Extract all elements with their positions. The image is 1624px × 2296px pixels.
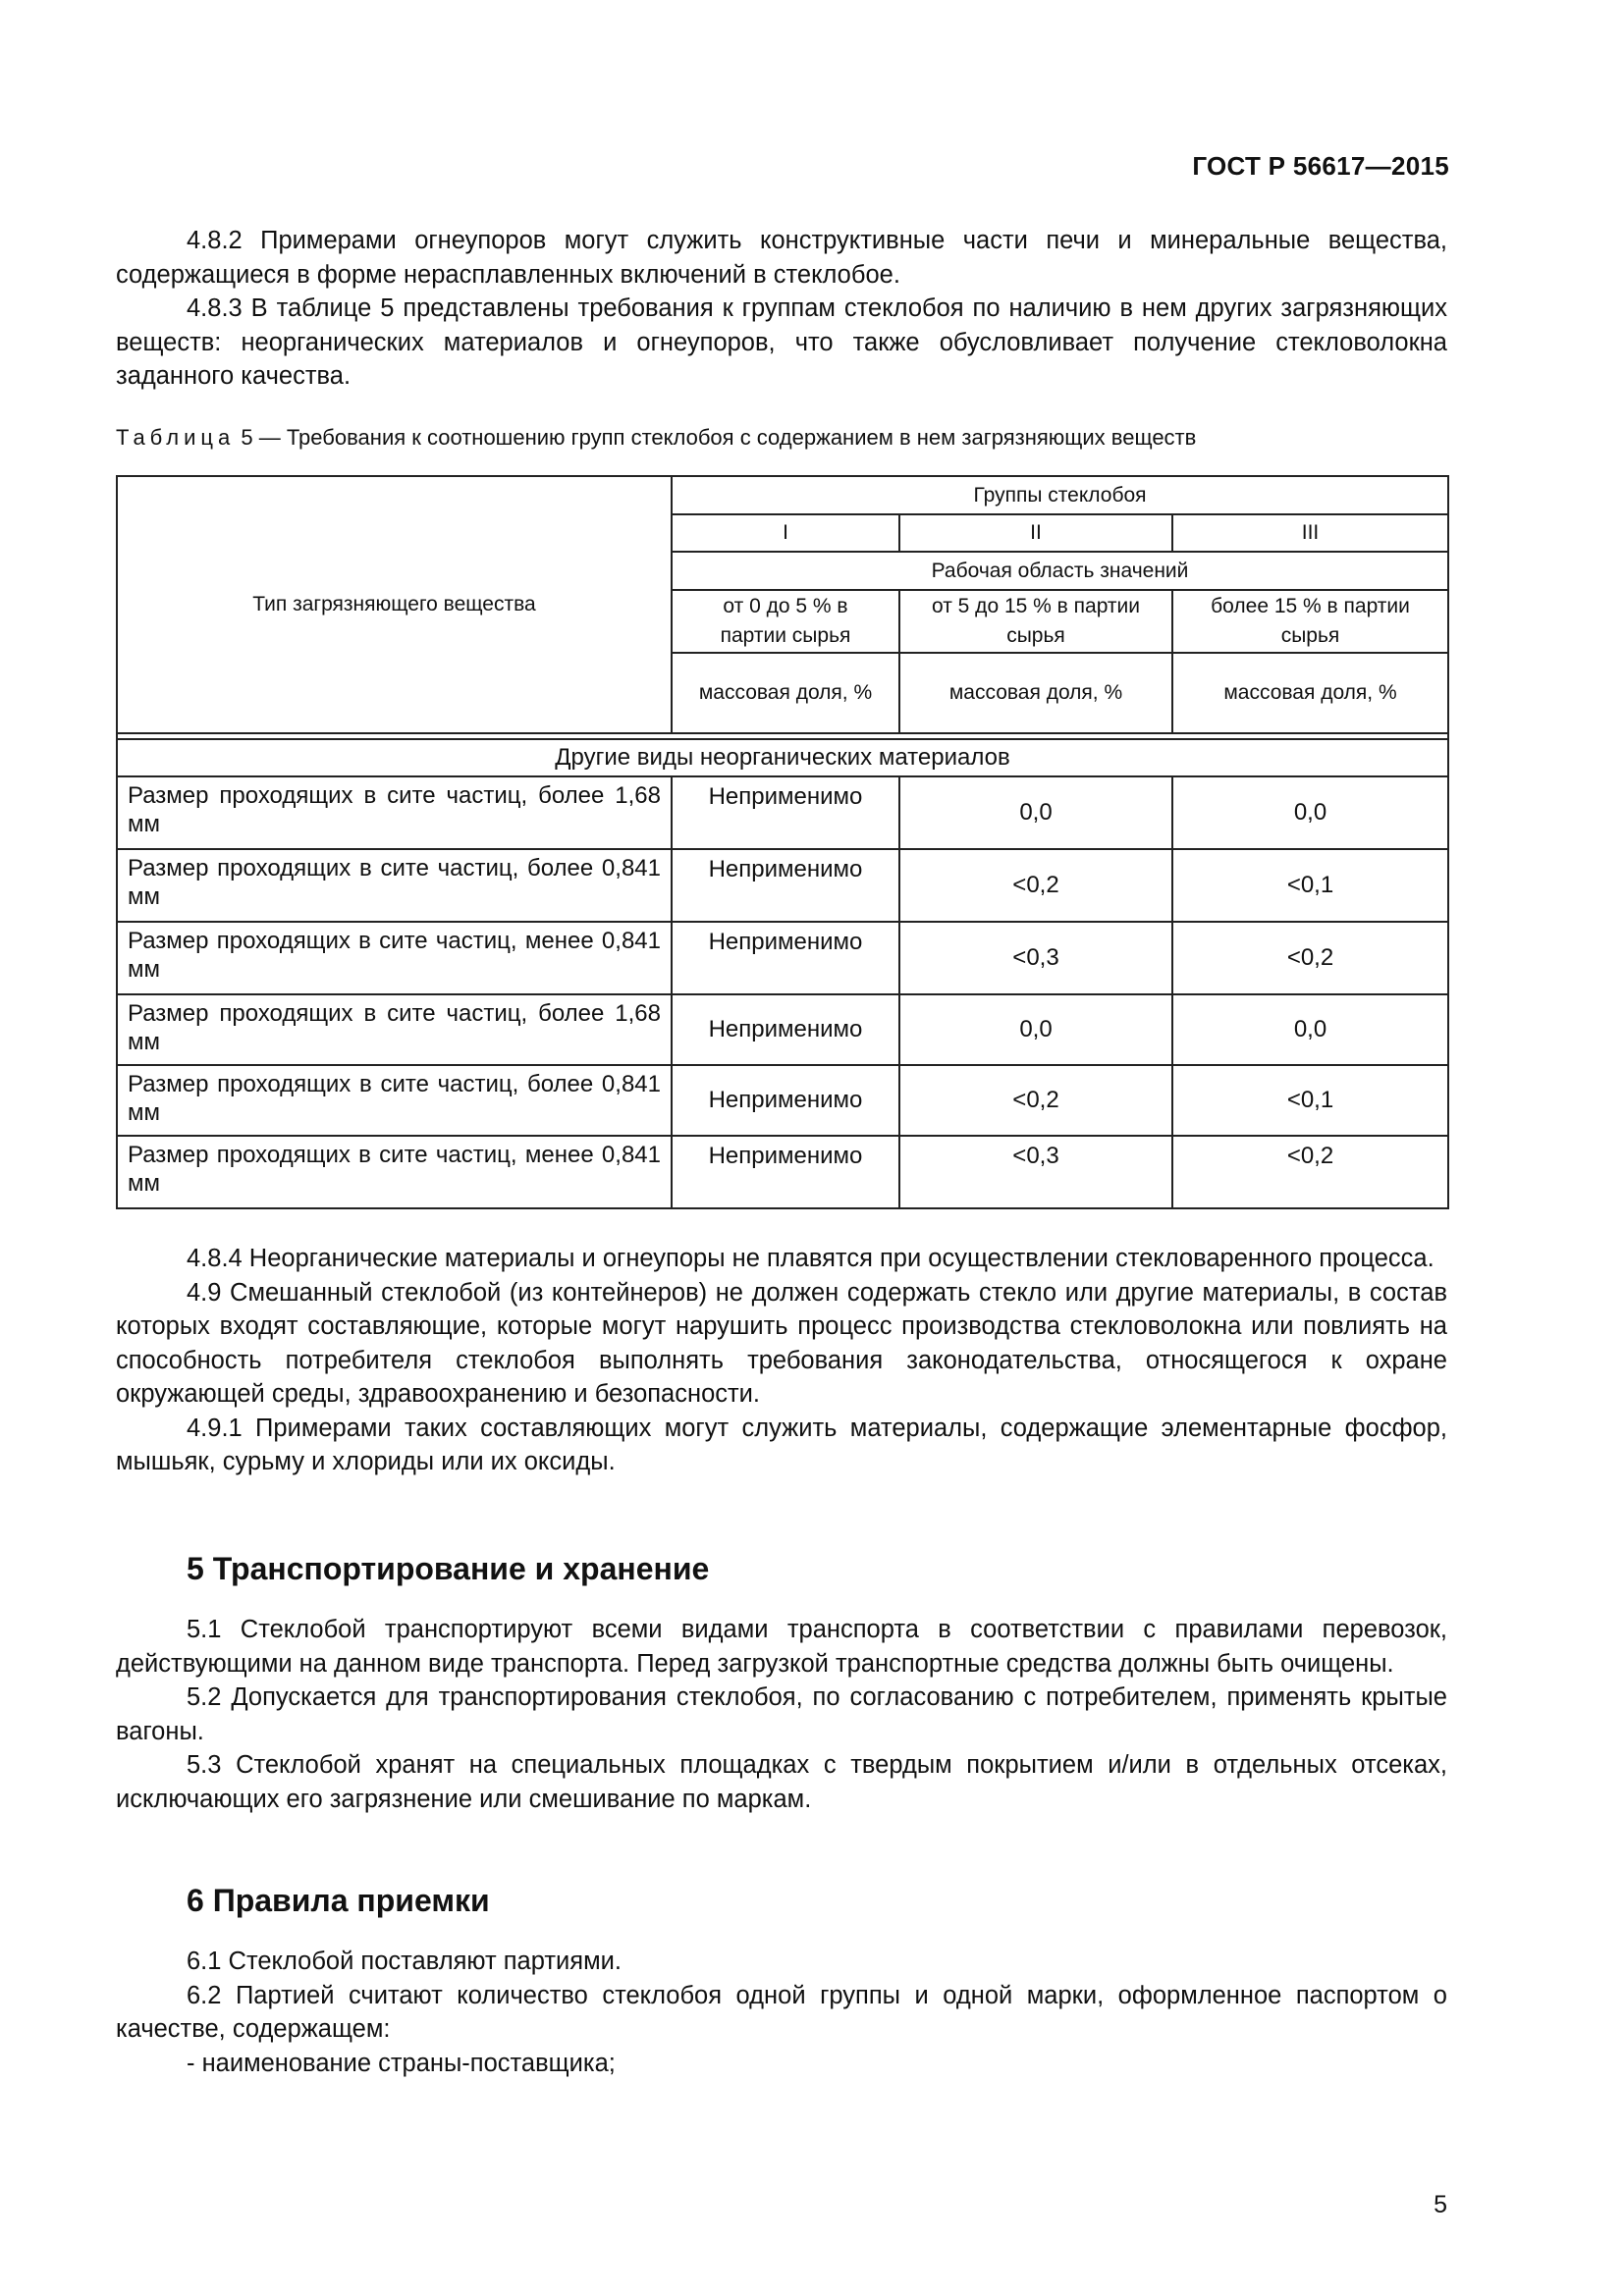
table-row xyxy=(117,994,1448,1065)
row-group-iii-value: <0,2 xyxy=(1172,1136,1448,1208)
table-caption-label: Таблица xyxy=(116,425,236,450)
row-group-i-value: Неприменимо xyxy=(672,849,899,922)
paragraph-4-9: 4.9 Смешанный стеклобой (из контейнеров) не должен содержать стекло или другие материалы, в состав которых входят составляющие, которые могут нарушить процесс производства стекловолокна или повлиять на способность потребителя стеклобоя выполнять требования законодательства, относящегося к охране окружающей среды, здравоохранению и безопасности. xyxy=(116,1278,1447,1408)
list-item-supplier-country: - наименование страны-поставщика; xyxy=(187,2049,616,2077)
row-contaminant-name: Размер проходящих в сите частиц, менее 0,841 мм xyxy=(117,922,672,994)
row-group-ii-value: <0,3 xyxy=(899,1136,1172,1208)
table-row xyxy=(117,849,1448,922)
row-group-i-value: Неприменимо xyxy=(672,776,899,849)
row-contaminant-name: Размер проходящих в сите частиц, более 1,68 мм xyxy=(117,776,672,849)
table-row xyxy=(117,776,1448,849)
header-groups: Группы стеклобоя xyxy=(672,476,1448,514)
row-group-iii-value: 0,0 xyxy=(1172,776,1448,849)
paragraph-4-8-2: 4.8.2 Примерами огнеупоров могут служить конструктивные части печи и минеральные вещества, содержащиеся в форме нерасплавленных включений в стеклобое. xyxy=(116,227,1447,289)
paragraph-5-3: 5.3 Стеклобой хранят на специальных площадках с твердым покрытием и/или в отдельных отсеках, исключающих его загрязнение или смешивание по маркам. xyxy=(116,1751,1447,1813)
section-6-paragraphs xyxy=(116,1945,1447,2080)
row-group-iii-value: 0,0 xyxy=(1172,994,1448,1065)
header-unit-iii: массовая доля, % xyxy=(1172,653,1448,733)
paragraph-5-1: 5.1 Стеклобой транспортируют всеми видами транспорта в соответствии с правилами перевозок, действующими на данном виде транспорта. Перед загрузкой транспортные средства должны быть очищены. xyxy=(116,1616,1447,1678)
row-group-ii-value: 0,0 xyxy=(899,994,1172,1065)
row-contaminant-name: Размер проходящих в сите частиц, менее 0,841 мм xyxy=(117,1136,672,1208)
row-group-ii-value: <0,2 xyxy=(899,1065,1172,1136)
row-contaminant-name: Размер проходящих в сите частиц, более 0,841 мм xyxy=(117,849,672,922)
table-caption xyxy=(116,425,1447,451)
header-range-i: от 0 до 5 % в партии сырья xyxy=(672,590,899,653)
header-range-iii: более 15 % в партии сырья xyxy=(1172,590,1448,653)
header-range-ii: от 5 до 15 % в партии сырья xyxy=(899,590,1172,653)
requirements-table xyxy=(116,475,1449,1209)
section-5-paragraphs xyxy=(116,1613,1447,1816)
paragraph-4-8-3: 4.8.3 В таблице 5 представлены требования к группам стеклобоя по наличию в нем других загрязняющих веществ: неорганических материалов и огнеупоров, что также обусловливает получение стекловолокна заданного качества. xyxy=(116,294,1447,390)
table-row xyxy=(117,1136,1448,1208)
row-contaminant-name: Размер проходящих в сите частиц, более 1,68 мм xyxy=(117,994,672,1065)
section-row-inorganic: Другие виды неорганических материалов xyxy=(117,739,1448,776)
table-row xyxy=(117,1065,1448,1136)
header-contaminant-type: Тип загрязняющего вещества xyxy=(117,476,672,733)
row-group-i-value: Неприменимо xyxy=(672,1065,899,1136)
row-group-ii-value: 0,0 xyxy=(899,776,1172,849)
header-unit-ii: массовая доля, % xyxy=(899,653,1172,733)
page-number: 5 xyxy=(1434,2191,1447,2218)
header-group-ii: II xyxy=(899,514,1172,552)
row-group-i-value: Неприменимо xyxy=(672,922,899,994)
paragraph-4-8-4: 4.8.4 Неорганические материалы и огнеупоры не плавятся при осуществлении стекловаренного процесса. xyxy=(187,1245,1435,1272)
paragraph-5-2: 5.2 Допускается для транспортирования стеклобоя, по согласованию с потребителем, применять крытые вагоны. xyxy=(116,1683,1447,1745)
after-table-paragraphs xyxy=(116,1242,1447,1479)
table-caption-text: 5 — Требования к соотношению групп стеклобоя с содержанием в нем загрязняющих веществ xyxy=(241,425,1197,450)
row-group-i-value: Неприменимо xyxy=(672,994,899,1065)
row-group-iii-value: <0,1 xyxy=(1172,849,1448,922)
section-5-heading: 5 Транспортирование и хранение xyxy=(187,1551,710,1586)
header-unit-i: массовая доля, % xyxy=(672,653,899,733)
paragraph-4-9-1: 4.9.1 Примерами таких составляющих могут служить материалы, содержащие элементарные фосфор, мышьяк, сурьму и хлориды или их оксиды. xyxy=(116,1414,1447,1475)
row-group-ii-value: <0,3 xyxy=(899,922,1172,994)
document-number: ГОСТ Р 56617—2015 xyxy=(1192,151,1449,181)
header-group-iii: III xyxy=(1172,514,1448,552)
row-group-i-value: Неприменимо xyxy=(672,1136,899,1208)
table-row xyxy=(117,922,1448,994)
row-group-ii-value: <0,2 xyxy=(899,849,1172,922)
paragraph-6-1: 6.1 Стеклобой поставляют партиями. xyxy=(187,1948,622,1975)
paragraph-6-2: 6.2 Партией считают количество стеклобоя одной группы и одной марки, оформленное паспортом о качестве, содержащем: xyxy=(116,1981,1447,2043)
row-contaminant-name: Размер проходящих в сите частиц, более 0,841 мм xyxy=(117,1065,672,1136)
header-group-i: I xyxy=(672,514,899,552)
row-group-iii-value: <0,2 xyxy=(1172,922,1448,994)
row-group-iii-value: <0,1 xyxy=(1172,1065,1448,1136)
header-working-range: Рабочая область значений xyxy=(672,552,1448,590)
section-6-heading: 6 Правила приемки xyxy=(187,1883,490,1918)
intro-paragraphs xyxy=(116,224,1447,394)
